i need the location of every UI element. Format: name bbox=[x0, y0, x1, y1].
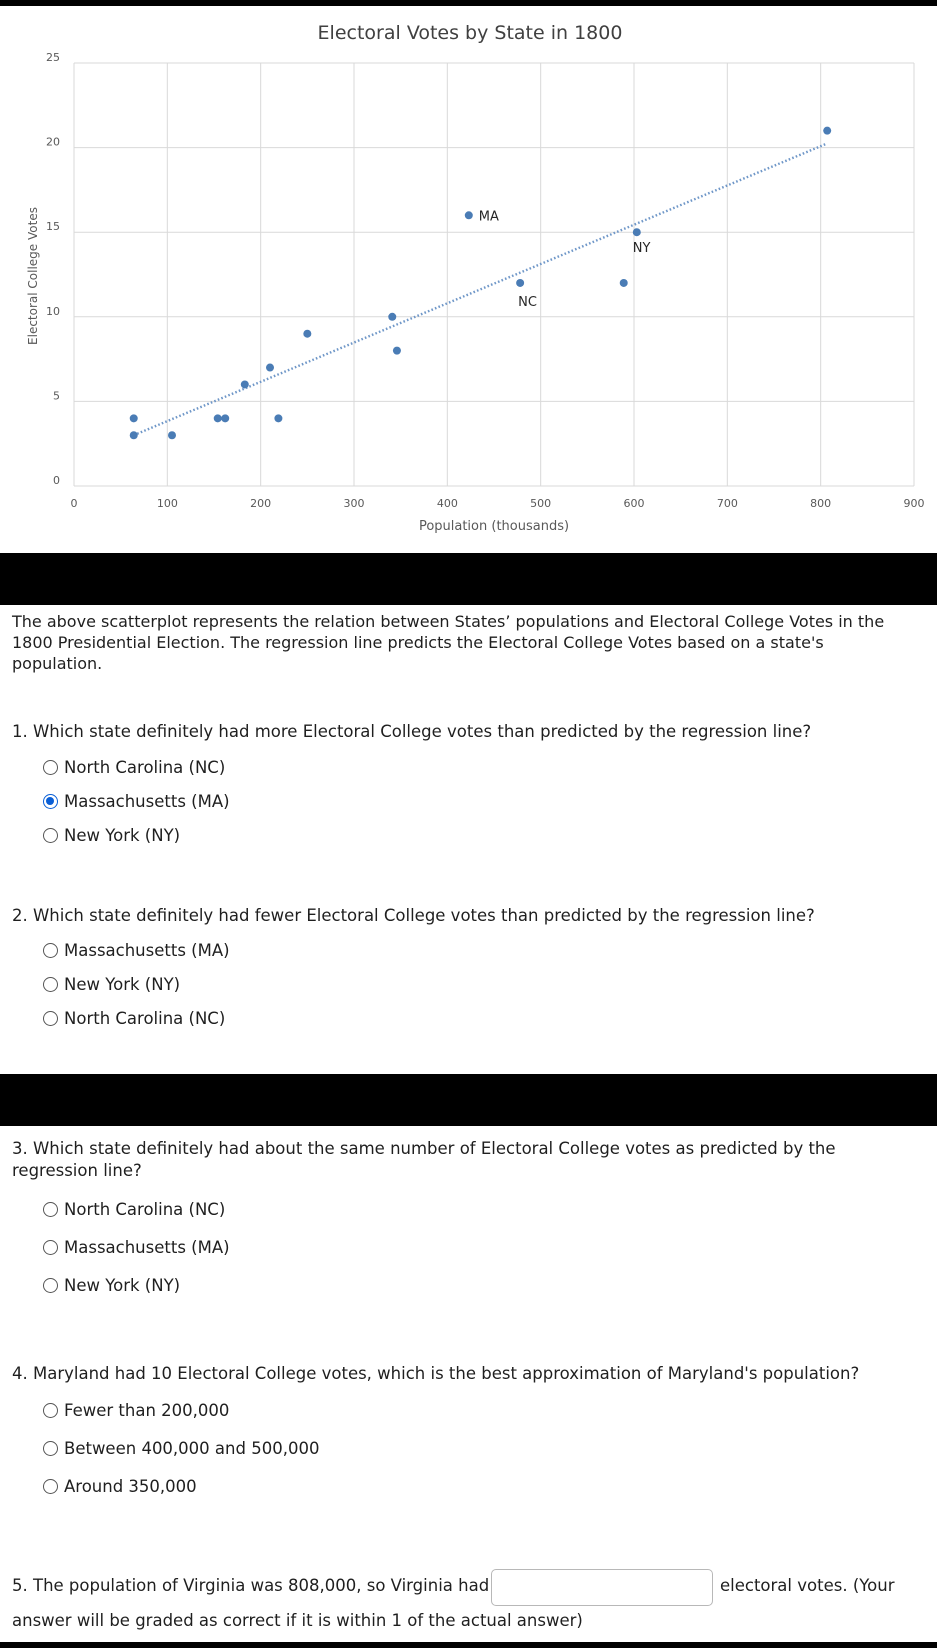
q1-option-label: North Carolina (NC) bbox=[64, 758, 226, 777]
question-5-text-before: 5. The population of Virginia was 808,000, so Virginia had bbox=[12, 1576, 490, 1595]
question-5-text-after: electoral votes. (Your bbox=[720, 1576, 895, 1595]
data-point bbox=[241, 380, 249, 388]
q3-option-label: Massachusetts (MA) bbox=[64, 1238, 230, 1257]
q4-option-label: Around 350,000 bbox=[64, 1477, 197, 1496]
q3-option-nc[interactable] bbox=[43, 1200, 225, 1219]
x-tick-label: 200 bbox=[250, 497, 272, 510]
q1-option-ma[interactable] bbox=[43, 792, 230, 811]
y-tick-label: 15 bbox=[46, 220, 60, 234]
q1-option-ny[interactable] bbox=[43, 826, 180, 845]
y-tick-label: 5 bbox=[53, 389, 60, 403]
q1-radio-ny[interactable] bbox=[43, 828, 58, 843]
y-axis-label: Electoral College Votes bbox=[26, 207, 40, 345]
scatter-chart bbox=[0, 6, 937, 553]
data-point bbox=[130, 414, 138, 422]
x-tick-label: 400 bbox=[436, 497, 458, 510]
intro-text: The above scatterplot represents the relation between States’ populations and Electoral College Votes in the 1800 Presidential Election. The regression line predicts the Electoral College Votes based on a state's population. bbox=[12, 612, 885, 673]
data-point bbox=[214, 414, 222, 422]
q1-radio-nc[interactable] bbox=[43, 760, 58, 775]
q2-radio-ma[interactable] bbox=[43, 943, 58, 958]
q3-radio-nc[interactable] bbox=[43, 1202, 58, 1217]
question-3-text: 3. Which state definitely had about the same number of Electoral College votes as predicted by the regression line? bbox=[12, 1139, 836, 1180]
data-point bbox=[303, 330, 311, 338]
point-label-ma: MA bbox=[478, 209, 499, 225]
question-5-text-line2: answer will be graded as correct if it is within 1 of the actual answer) bbox=[12, 1611, 583, 1630]
q4-option-label: Fewer than 200,000 bbox=[64, 1401, 230, 1420]
q3-option-ny[interactable] bbox=[43, 1276, 180, 1295]
q4-option-fewer-200k[interactable] bbox=[43, 1401, 229, 1420]
y-tick-label: 0 bbox=[53, 474, 60, 487]
regression-trendline bbox=[134, 144, 826, 435]
chart-title: Electoral Votes by State in 1800 bbox=[317, 22, 623, 44]
data-point bbox=[221, 414, 229, 422]
x-tick-label: 900 bbox=[903, 497, 925, 510]
q2-option-ny[interactable] bbox=[43, 975, 180, 994]
q4-radio-400k-500k[interactable] bbox=[43, 1441, 58, 1456]
q2-option-label: New York (NY) bbox=[64, 975, 181, 994]
q2-option-label: North Carolina (NC) bbox=[64, 1009, 226, 1028]
data-point bbox=[168, 431, 176, 439]
data-point bbox=[823, 127, 831, 135]
data-point bbox=[130, 431, 138, 439]
y-tick-label: 10 bbox=[46, 304, 60, 318]
q4-option-around-350k[interactable] bbox=[43, 1477, 197, 1496]
x-tick-label: 600 bbox=[623, 497, 645, 510]
q1-radio-ma-selected[interactable] bbox=[43, 794, 58, 809]
q2-option-ma[interactable] bbox=[43, 941, 230, 960]
q2-option-label: Massachusetts (MA) bbox=[64, 941, 230, 960]
data-point bbox=[274, 414, 282, 422]
q3-option-label: North Carolina (NC) bbox=[64, 1200, 226, 1219]
q1-option-label: Massachusetts (MA) bbox=[64, 792, 230, 811]
q4-option-label: Between 400,000 and 500,000 bbox=[64, 1439, 320, 1458]
black-band-1 bbox=[0, 553, 937, 605]
x-tick-label: 700 bbox=[716, 497, 738, 510]
virginia-votes-input[interactable] bbox=[491, 1569, 713, 1606]
data-point bbox=[633, 228, 641, 236]
data-point bbox=[465, 211, 473, 219]
q3-radio-ma[interactable] bbox=[43, 1240, 58, 1255]
question-1-text: 1. Which state definitely had more Electoral College votes than predicted by the regression line? bbox=[12, 722, 812, 741]
data-point bbox=[393, 347, 401, 355]
q1-option-label: New York (NY) bbox=[64, 826, 181, 845]
data-point bbox=[266, 364, 274, 372]
point-label-nc: NC bbox=[518, 294, 537, 310]
question-2-text: 2. Which state definitely had fewer Electoral College votes than predicted by the regression line? bbox=[12, 906, 815, 925]
q3-option-label: New York (NY) bbox=[64, 1276, 181, 1295]
q3-radio-ny[interactable] bbox=[43, 1278, 58, 1293]
q4-option-400k-500k[interactable] bbox=[43, 1439, 319, 1458]
black-band-2 bbox=[0, 1074, 937, 1126]
y-tick-label: 20 bbox=[46, 135, 60, 149]
q1-option-nc[interactable] bbox=[43, 758, 225, 777]
x-tick-label: 500 bbox=[530, 497, 552, 510]
q2-option-nc[interactable] bbox=[43, 1009, 225, 1028]
q4-radio-around-350k[interactable] bbox=[43, 1479, 58, 1494]
q2-radio-nc[interactable] bbox=[43, 1011, 58, 1026]
x-tick-label: 300 bbox=[343, 497, 365, 510]
data-point bbox=[620, 279, 628, 287]
bottom-black-bar bbox=[0, 1642, 937, 1648]
x-axis-label: Population (thousands) bbox=[418, 519, 570, 534]
data-point bbox=[516, 279, 524, 287]
q2-radio-ny[interactable] bbox=[43, 977, 58, 992]
point-label-ny: NY bbox=[632, 241, 651, 257]
x-tick-label: 800 bbox=[810, 497, 832, 510]
data-point bbox=[388, 313, 396, 321]
q4-radio-fewer-200k[interactable] bbox=[43, 1403, 58, 1418]
q3-option-ma[interactable] bbox=[43, 1238, 230, 1257]
x-tick-label: 0 bbox=[70, 497, 78, 510]
question-4-text: 4. Maryland had 10 Electoral College votes, which is the best approximation of Maryland's population? bbox=[12, 1364, 860, 1383]
chart-svg bbox=[0, 6, 937, 553]
y-tick-label: 25 bbox=[46, 51, 60, 64]
x-tick-label: 100 bbox=[156, 497, 178, 510]
